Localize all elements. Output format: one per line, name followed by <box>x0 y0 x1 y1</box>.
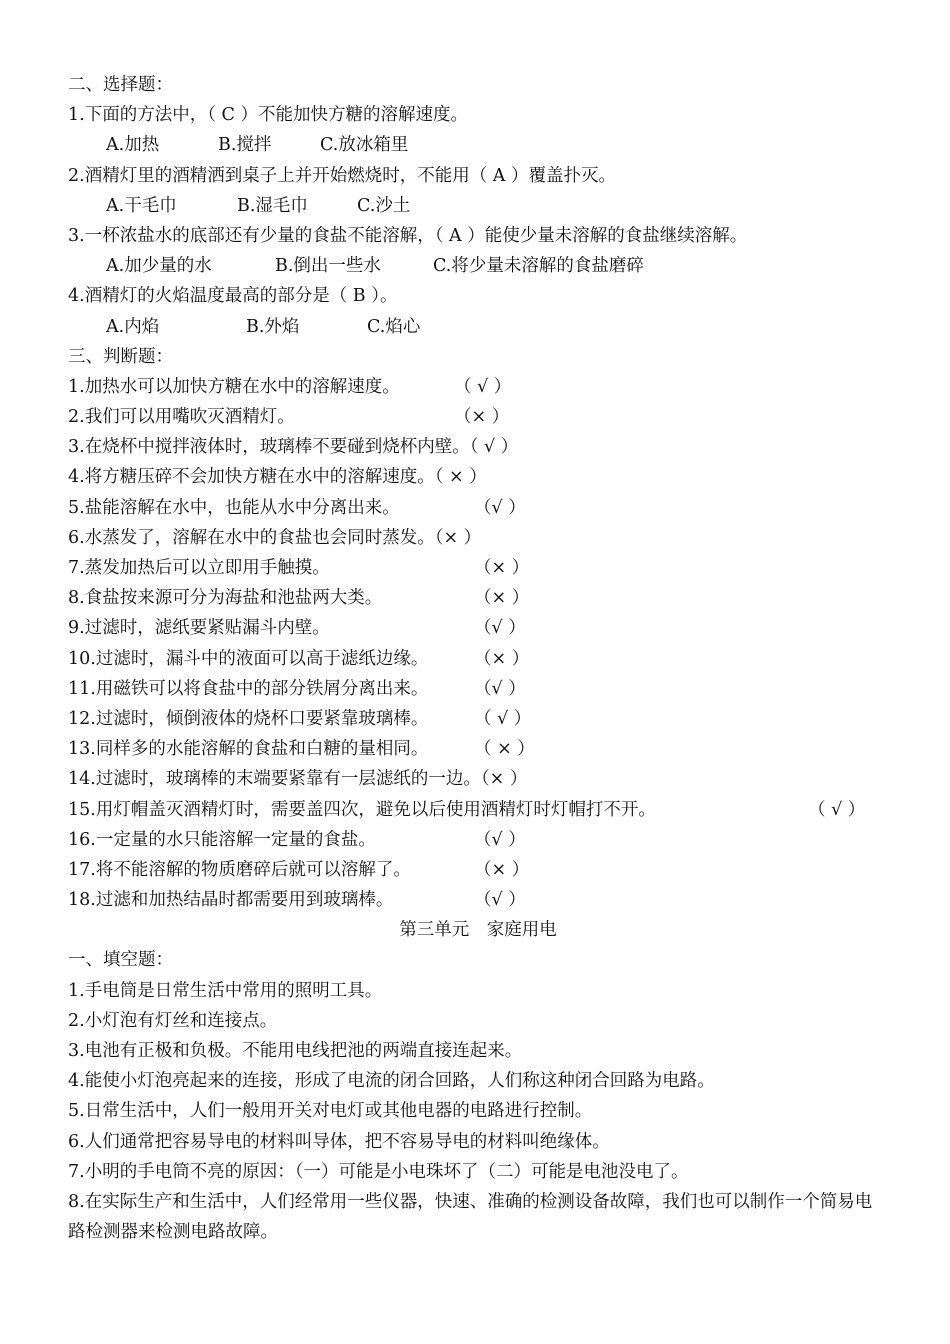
judge-mark: （ √ ） <box>469 437 519 458</box>
choice-question-3: 3.一杯浓盐水的底部还有少量的食盐不能溶解，（ A ）能使少量未溶解的食盐继续溶解。 <box>68 225 748 246</box>
choice-question-1: 1.下面的方法中，（ C ）不能加快方糖的溶解速度。 <box>68 105 468 126</box>
judge-item-3: 3.在烧杯中搅拌液体时，玻璃棒不要碰到烧杯内壁。（ √ ） <box>68 437 519 458</box>
choice-answer: A <box>492 165 506 186</box>
judge-item-18: 18.过滤和加热结晶时都需要用到玻璃棒。 （√ ） <box>68 890 526 911</box>
judge-item-11: 11.用磁铁可以将食盐中的部分铁屑分离出来。 （√ ） <box>68 678 526 699</box>
judge-mark: （× ） <box>454 407 510 428</box>
choice-options-1: A.加热 B.搅拌 C.放冰箱里 <box>106 135 409 156</box>
judge-item-12: 12.过滤时，倾倒液体的烧杯口要紧靠玻璃棒。 （ √ ） <box>68 708 532 729</box>
choice-question-2: 2.酒精灯里的酒精洒到桌子上并开始燃烧时，不能用（ A ）覆盖扑灭。 <box>68 165 616 186</box>
fill-item-5: 5.日常生活中，人们一般用开关对电灯或其他电器的电路进行控制。 <box>68 1101 593 1122</box>
choice-answer: B <box>352 286 366 307</box>
judge-mark: （ √ ） <box>808 799 866 820</box>
judge-mark: （× ） <box>434 527 482 548</box>
fill-item-7: 7.小明的手电筒不亮的原因：（一）可能是小电珠坏了（二）可能是电池没电了。 <box>68 1161 689 1182</box>
judge-item-13: 13.同样多的水能溶解的食盐和白糖的量相同。 （ × ） <box>68 739 535 760</box>
judge-mark: （ × ） <box>434 467 487 488</box>
judge-item-7: 7.蒸发加热后可以立即用手触摸。 （× ） <box>68 558 530 578</box>
unit-title: 第三单元 家庭用电 <box>399 920 557 941</box>
judge-mark: （√ ） <box>474 618 526 639</box>
judge-mark: （× ） <box>474 859 530 880</box>
judge-mark: （√ ） <box>474 678 526 699</box>
fill-item-2: 2.小灯泡有灯丝和连接点。 <box>68 1010 278 1031</box>
fill-heading: 一、填空题： <box>68 950 173 971</box>
fill-item-4: 4.能使小灯泡亮起来的连接，形成了电流的闭合回路，人们称这种闭合回路为电路。 <box>68 1071 715 1092</box>
choice-options-4: A.内焰 B.外焰 C.焰心 <box>106 316 421 337</box>
judge-item-6: 6.水蒸发了，溶解在水中的食盐也会同时蒸发。（× ） <box>68 527 482 548</box>
judge-mark: （ √ ） <box>474 708 532 729</box>
choice-options-2: A.干毛巾 B.湿毛巾 C.沙土 <box>106 195 411 216</box>
judge-mark: （× ） <box>474 588 530 609</box>
fill-item-3: 3.电池有正极和负极。不能用电线把池的两端直接连起来。 <box>68 1041 523 1061</box>
choice-heading: 二、选择题： <box>68 75 173 95</box>
judge-mark: （√ ） <box>474 497 526 518</box>
fill-item-1: 1.手电筒是日常生活中常用的照明工具。 <box>68 980 383 1001</box>
document-page <box>68 70 888 1247</box>
judge-mark: （√ ） <box>474 829 526 850</box>
judge-item-10: 10.过滤时，漏斗中的液面可以高于滤纸边缘。 （× ） <box>68 648 530 669</box>
judge-item-4: 4.将方糖压碎不会加快方糖在水中的溶解速度。（ × ） <box>68 467 487 488</box>
judge-item-17: 17.将不能溶解的物质磨碎后就可以溶解了。 （× ） <box>68 859 530 880</box>
judge-item-16: 16.一定量的水只能溶解一定量的食盐。 （√ ） <box>68 829 526 850</box>
judge-item-9: 9.过滤时，滤纸要紧贴漏斗内壁。 （√ ） <box>68 618 526 639</box>
choice-question-4: 4.酒精灯的火焰温度最高的部分是（ B ）。 <box>68 286 398 307</box>
fill-item-8: 8.在实际生产和生活中，人们经常用一些仪器，快速、准确的检测设备故障，我们也可以制作一个简易电路检测器来检测电路故障。 <box>68 1191 873 1243</box>
fill-item-6: 6.人们通常把容易导电的材料叫导体，把不容易导电的材料叫绝缘体。 <box>68 1131 610 1152</box>
judge-item-1: 1.加热水可以加快方糖在水中的溶解速度。 （ √ ） <box>68 376 512 397</box>
judge-mark: （× ） <box>474 648 530 669</box>
judge-item-15: 15.用灯帽盖灭酒精灯时，需要盖四次，避免以后使用酒精灯时灯帽打不开。 （ √ ） <box>68 799 866 820</box>
judge-mark: （× ） <box>474 558 530 578</box>
choice-answer: A <box>449 225 462 246</box>
judge-heading: 三、判断题： <box>68 346 173 367</box>
choice-answer: C <box>221 105 235 126</box>
judge-item-8: 8.食盐按来源可分为海盐和池盐两大类。 （× ） <box>68 588 530 609</box>
judge-mark: （√ ） <box>474 890 526 911</box>
choice-options-3: A.加少量的水 B.倒出一些水 C.将少量未溶解的食盐磨碎 <box>106 256 644 277</box>
judge-item-2: 2.我们可以用嘴吹灭酒精灯。 （× ） <box>68 407 510 428</box>
judge-mark: （× ） <box>480 769 528 790</box>
judge-item-5: 5.盐能溶解在水中，也能从水中分离出来。 （√ ） <box>68 497 526 518</box>
judge-mark: （ √ ） <box>454 376 512 397</box>
judge-mark: （ × ） <box>474 739 535 760</box>
judge-item-14: 14.过滤时，玻璃棒的末端要紧靠有一层滤纸的一边。（× ） <box>68 769 528 790</box>
